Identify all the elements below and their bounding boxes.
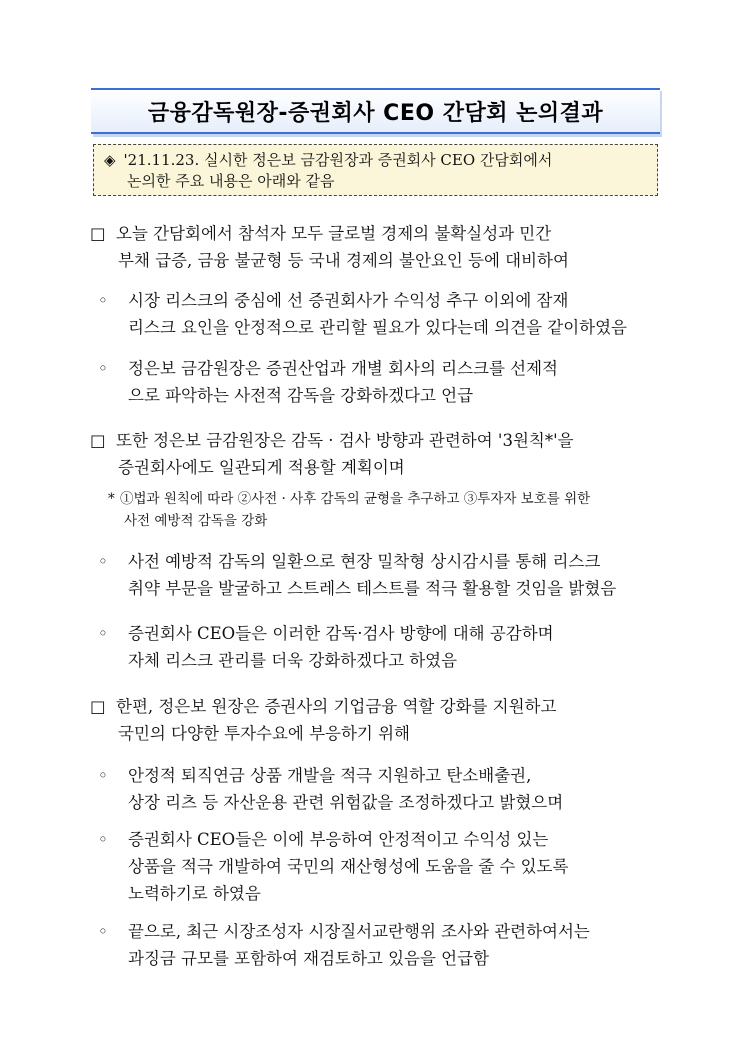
bullet-5-line-1: 안정적 퇴직연금 상품 개발을 적극 지원하고 탄소배출권, bbox=[128, 766, 532, 785]
bullet-6 bbox=[90, 826, 665, 907]
circle-bullet-icon: ◦ bbox=[98, 552, 108, 571]
bullet-5-line-2: 상장 리츠 등 자산운용 관련 위험값을 조정하겠다고 밝혔으며 bbox=[128, 793, 564, 812]
square-bullet-icon: □ bbox=[90, 697, 106, 716]
summary-text-2: 논의한 주요 내용은 아래와 같음 bbox=[127, 172, 335, 190]
footnote bbox=[90, 488, 665, 532]
circle-bullet-icon: ◦ bbox=[98, 830, 108, 849]
bullet-4-line-2: 자체 리스크 관리를 더욱 강화하겠다고 하였음 bbox=[128, 651, 458, 670]
bullet-7-line-1: 끝으로, 최근 시장조성자 시장질서교란행위 조사와 관련하여서는 bbox=[128, 922, 590, 941]
bullet-2 bbox=[90, 355, 665, 409]
bullet-1-line-1: 시장 리스크의 중심에 선 증권회사가 수익성 추구 이외에 잠재 bbox=[128, 291, 569, 310]
bullet-3 bbox=[90, 548, 665, 602]
bullet-4 bbox=[90, 620, 665, 674]
diamond-bullet-icon: ◈ bbox=[104, 151, 116, 169]
bullet-2-line-2: 으로 파악하는 사전적 감독을 강화하겠다고 언급 bbox=[128, 386, 474, 405]
bullet-4-line-1: 증권회사 CEO들은 이러한 감독·검사 방향에 대해 공감하며 bbox=[128, 624, 554, 643]
bullet-6-line-2: 상품을 적극 개발하여 국민의 재산형성에 도움을 줄 수 있도록 bbox=[128, 857, 569, 876]
section-2 bbox=[90, 427, 665, 481]
section-3-line-2: 국민의 다양한 투자수요에 부응하기 위해 bbox=[118, 724, 410, 743]
bullet-1 bbox=[90, 287, 665, 341]
section-3-line-1: 한편, 정은보 원장은 증권사의 기업금융 역할 강화를 지원하고 bbox=[116, 697, 557, 716]
summary-box bbox=[93, 144, 658, 196]
bullet-6-line-1: 증권회사 CEO들은 이에 부응하여 안정적이고 수익성 있는 bbox=[128, 830, 549, 849]
bullet-5 bbox=[90, 762, 665, 816]
section-1-line-1: 오늘 간담회에서 참석자 모두 글로벌 경제의 불확실성과 민간 bbox=[116, 224, 552, 243]
square-bullet-icon: □ bbox=[90, 431, 106, 450]
bullet-6-line-3: 노력하기로 하였음 bbox=[128, 884, 261, 903]
bullet-7-line-2: 과징금 규모를 포함하여 재검토하고 있음을 언급함 bbox=[128, 949, 489, 968]
circle-bullet-icon: ◦ bbox=[98, 291, 108, 310]
section-1 bbox=[90, 220, 665, 274]
circle-bullet-icon: ◦ bbox=[98, 624, 108, 643]
circle-bullet-icon: ◦ bbox=[98, 359, 108, 378]
summary-text-1: '21.11.23. 실시한 정은보 금감원장과 증권회사 CEO 간담회에서 bbox=[123, 151, 553, 169]
title-box bbox=[91, 88, 660, 134]
summary-line-1 bbox=[104, 150, 647, 171]
section-1-line-2: 부채 급증, 금융 불균형 등 국내 경제의 불안요인 등에 대비하여 bbox=[118, 251, 569, 270]
bullet-1-line-2: 리스크 요인을 안정적으로 관리할 필요가 있다는데 의견을 같이하였음 bbox=[128, 318, 627, 337]
asterisk-icon: * bbox=[108, 491, 115, 507]
section-2-line-1: 또한 정은보 금감원장은 감독 · 검사 방향과 관련하여 '3원칙*'을 bbox=[116, 431, 574, 450]
bullet-3-line-1: 사전 예방적 감독의 일환으로 현장 밀착형 상시감시를 통해 리스크 bbox=[128, 552, 601, 571]
bullet-2-line-1: 정은보 금감원장은 증권산업과 개별 회사의 리스크를 선제적 bbox=[128, 359, 558, 378]
circle-bullet-icon: ◦ bbox=[98, 922, 108, 941]
page-title: 금융감독원장-증권회사 CEO 간담회 논의결과 bbox=[147, 100, 604, 126]
section-3 bbox=[90, 693, 665, 747]
bullet-7 bbox=[90, 918, 665, 972]
bullet-3-line-2: 취약 부문을 발굴하고 스트레스 테스트를 적극 활용할 것임을 밝혔음 bbox=[128, 579, 617, 598]
square-bullet-icon: □ bbox=[90, 224, 106, 243]
footnote-line-1: ①법과 원칙에 따라 ②사전 · 사후 감독의 균형을 추구하고 ③투자자 보호를 위한 bbox=[120, 491, 591, 507]
footnote-line-2: 사전 예방적 감독을 강화 bbox=[124, 513, 268, 529]
section-2-line-2: 증권회사에도 일관되게 적용할 계획이며 bbox=[118, 458, 405, 477]
circle-bullet-icon: ◦ bbox=[98, 766, 108, 785]
